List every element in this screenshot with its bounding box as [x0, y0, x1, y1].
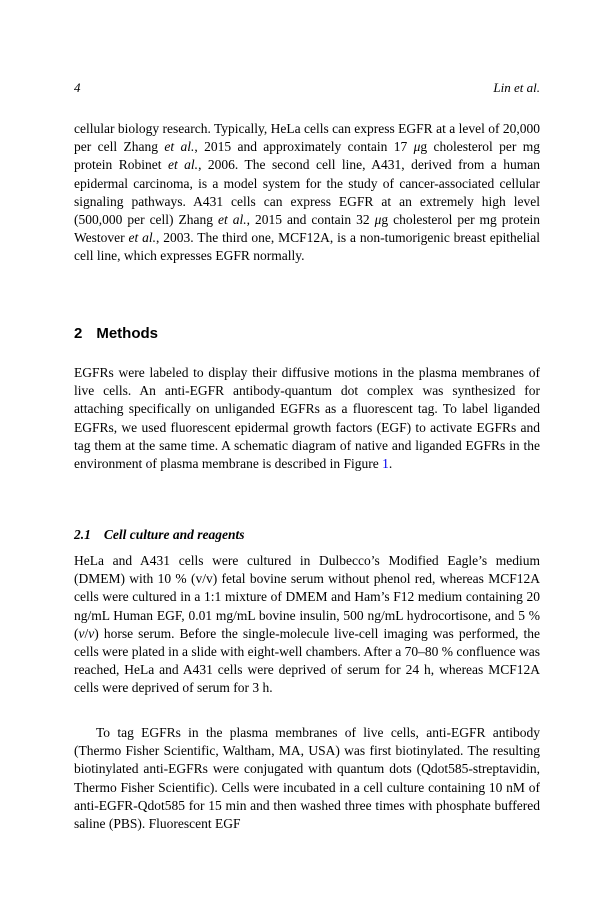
text-segment: , 2006. The second cell line, A431, derived from a human epidermal carcinoma, is a model system for the study of cancer-associated cellular signaling pathways. A431 cells can express EGFR at an extremely high level (500,000 per cell) Zhang [74, 157, 541, 228]
text-segment: μ [374, 212, 382, 228]
text-segment: . [388, 456, 393, 472]
text-segment: HeLa and A431 cells were cultured in Dulbecco’s Modified Eagle’s medium (DMEM) with 10 % (v/v) fetal bovine serum without phenol red, whereas MCF12A cells were cultured in a 1:1 mixture of DMEM and Ham’s F12 medium containing 20 ng/mL Human EGF, 0.01 mg/mL bovine insulin, 500 ng/mL hydrocortisone, and 5 %( [74, 553, 540, 641]
text-segment: ) horse serum. Before the single-molecule live-cell imaging was performed, the cells were plated in a slide with eight-well chambers. After a 70–80 % confluence was reached, HeLa and A431 cells were deprived of serum for 24 h, whereas MCF12A cells were deprived of serum for 3 h. [74, 625, 540, 696]
section-heading-methods [74, 324, 540, 343]
text-segment: μ [413, 139, 421, 155]
text-segment: cellular biology research. Typically, HeLa cells can express EGFR at a level of 20,000 per cell Zhang [74, 121, 540, 155]
body-paragraph-cell-culture [74, 552, 540, 698]
body-paragraph-methods-intro [74, 364, 540, 473]
text-segment: , 2015 and contain 32 [246, 212, 375, 228]
subsection-title: Cell culture and reagents [103, 527, 245, 542]
text-segment: / [84, 625, 89, 641]
text-segment: EGFRs were labeled to display their diffusive motions in the plasma membranes of live cells. An anti-EGFR antibody-quantum dot complex was synthesized for attaching specifically on unliganded EGFRs as a fluorescent tag. To label liganded EGFRs, we used fluorescent epidermal growth factors (EGF) to activate EGFRs and tag them at the same time. A schematic diagram of native and liganded EGFRs in the environment of plasma membrane is described in Figure [74, 365, 540, 472]
subsection-heading-cell-culture [74, 526, 540, 543]
section-number: 2 [74, 325, 83, 342]
text-segment: , 2003. The third one, MCF12A, is a non-tumorigenic breast epithelial cell line, which expresses EGFR normally. [74, 230, 541, 264]
text-segment: g cholesterol per mg protein Westover [74, 212, 541, 246]
page-number: 4 [74, 80, 81, 95]
subsection-number: 2.1 [74, 527, 91, 542]
text-segment: g cholesterol per mg protein Robinet [74, 139, 541, 173]
text-segment: , 2015 and approximately contain 17 [194, 139, 414, 155]
section-title: Methods [96, 325, 159, 342]
text-segment: v [78, 625, 85, 641]
text-segment: et al. [167, 157, 199, 173]
running-head-authors: Lin et al. [493, 80, 540, 95]
text-segment: To tag EGFRs in the plasma membranes of live cells, anti-EGFR antibody (Thermo Fisher Scientific, Waltham, MA, USA) was first biotinylated. The resulting biotinylated anti-EGFRs were conjugated with quantum dots (Qdot585-streptavidin, Thermo Fisher Scientific). Cells were incubated in a cell culture containing 10 nM of anti-EGFR-Qdot585 for 15 min and then washed three times with phosphate buffered saline (PBS). Fluorescent EGF [74, 725, 540, 832]
text-segment: v [88, 625, 95, 641]
body-paragraph-egfr-tagging [74, 724, 540, 833]
text-segment: et al. [218, 212, 247, 228]
figure-1-link[interactable]: 1 [382, 456, 389, 472]
text-segment: et al. [128, 230, 156, 246]
body-paragraph-intro-continued [74, 120, 540, 266]
text-segment: et al. [164, 139, 195, 155]
running-header [74, 80, 540, 95]
